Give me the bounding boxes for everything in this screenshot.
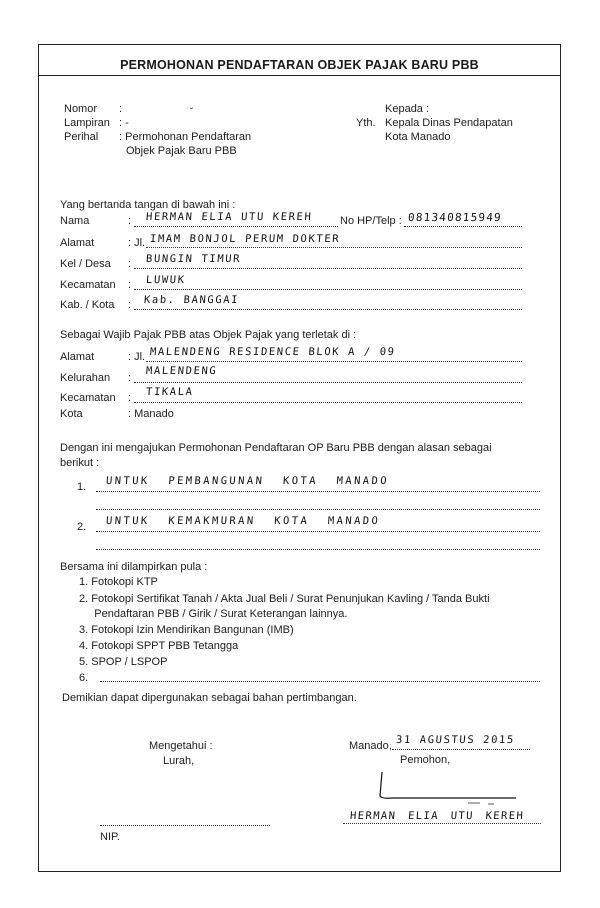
lampiran-value: : - (119, 117, 129, 129)
kab-colon: : (128, 299, 132, 311)
object-intro: Sebagai Wajib Pajak PBB atas Objek Pajak yang terletak di : (60, 329, 357, 341)
reason-2-dotted-line (96, 531, 540, 532)
alamat-label: Alamat (60, 237, 95, 249)
perihal-line1: : Permohonan Pendaftaran (119, 131, 252, 143)
attachment-item: 5. SPOP / LSPOP (79, 656, 168, 668)
reason-2-number: 2. (77, 521, 87, 533)
attachments-intro: Bersama ini dilampirkan pula : (60, 561, 208, 573)
hp-label: No HP/Telp : (340, 215, 402, 227)
lampiran-label: Lampiran (64, 117, 110, 129)
kec-label: Kecamatan (60, 279, 116, 291)
attachment-item: 1. Fotokopi KTP (79, 576, 158, 588)
hp-value: 081340815949 (407, 211, 503, 224)
reason-2-continuation-line (96, 549, 540, 550)
perihal-label: Perihal (64, 131, 99, 143)
kel-value: BUNGIN TIMUR (145, 253, 242, 265)
kel-dotted-line (134, 268, 522, 269)
kab-dotted-line (134, 309, 522, 310)
kec-value: LUWUK (145, 274, 187, 286)
object-kel-dotted-line (134, 382, 522, 383)
attachment-item: 2. Fotokopi Sertifikat Tanah / Akta Jual Beli / Surat Penunjukan Kavling / Tanda Bukti (79, 593, 490, 605)
attachment-item: 3. Fotokopi Izin Mendirikan Bangunan (IMB) (79, 624, 294, 636)
alamat-dotted-line (146, 247, 522, 248)
form-border (38, 44, 561, 872)
reason-1-number: 1. (77, 481, 87, 493)
object-alamat-dotted-line (146, 361, 522, 362)
object-kota-value: : Manado (128, 408, 174, 420)
object-alamat-value: MALENDENG RESIDENCE BLOK A / 09 (149, 346, 396, 358)
kec-colon: : (128, 279, 132, 291)
ink-mark: ˘ (190, 107, 194, 118)
kab-label: Kab. / Kota (60, 299, 115, 311)
object-kel-label: Kelurahan (60, 372, 111, 384)
kec-dotted-line (134, 289, 522, 290)
reasons-intro-line2: berikut : (60, 457, 100, 469)
form-title: PERMOHONAN PENDAFTARAN OBJEK PAJAK BARU PBB (120, 58, 479, 72)
lurah-signature-line (100, 825, 270, 826)
pemohon-label: Pemohon, (400, 754, 451, 766)
object-kel-colon: : (128, 372, 132, 384)
lurah-label: Lurah, (163, 755, 195, 767)
kepada-label: Kepada : (385, 103, 430, 115)
nomor-label: Nomor (64, 103, 98, 115)
yth-label: Yth. (356, 117, 376, 129)
reason-1-text: UNTUK PEMBANGUNAN KOTA MANADO (105, 475, 390, 487)
object-alamat-label: Alamat (60, 351, 95, 363)
title-underline (38, 75, 561, 76)
object-kec-dotted-line (134, 402, 522, 403)
applicant-signature (376, 768, 526, 808)
nip-label: NIP. (100, 831, 120, 843)
object-alamat-prefix: : Jl. (128, 351, 146, 363)
kel-colon: : (128, 258, 132, 270)
attachment-item: 4. Fotokopi SPPT PBB Tetangga (79, 640, 239, 652)
perihal-line2: Objek Pajak Baru PBB (126, 145, 237, 157)
nomor-colon: : (119, 103, 123, 115)
object-kec-colon: : (128, 392, 132, 404)
signer-name: HERMAN ELIA UTU KEREH (349, 810, 525, 822)
object-kec-value: TIKALA (145, 386, 194, 398)
place-label: Manado, (349, 740, 392, 752)
nama-dotted-line (134, 226, 338, 227)
nama-label: Nama (60, 215, 90, 227)
object-kota-label: Kota (60, 408, 83, 420)
hp-dotted-line (404, 226, 522, 227)
date-dotted-line (392, 749, 530, 750)
closing-statement: Demikian dapat dipergunakan sebagai bahan pertimbangan. (62, 692, 357, 704)
reason-2-text: UNTUK KEMAKMURAN KOTA MANADO (105, 515, 381, 527)
mengetahui-label: Mengetahui : (149, 740, 213, 752)
date-value: 31 AGUSTUS 2015 (395, 734, 516, 746)
attachment-item: 6. (79, 672, 89, 684)
reasons-intro-line1: Dengan ini mengajukan Permohonan Pendaftaran OP Baru PBB dengan alasan sebagai (60, 442, 492, 454)
attachment-6-dotted-line (100, 681, 540, 682)
recipient-line1: Kepala Dinas Pendapatan (385, 117, 513, 129)
object-kel-value: MALENDENG (145, 365, 218, 377)
reason-1-dotted-line (96, 491, 540, 492)
recipient-line2: Kota Manado (385, 131, 451, 143)
nama-value: HERMAN ELIA UTU KEREH (145, 211, 313, 223)
attachment-item: Pendaftaran PBB / Girik / Surat Keterangan lainnya. (79, 608, 348, 620)
applicant-intro: Yang bertanda tangan di bawah ini : (60, 199, 236, 211)
nama-colon: : (128, 215, 132, 227)
alamat-prefix: : Jl. (128, 237, 146, 249)
reason-1-continuation-line (96, 509, 540, 510)
kel-label: Kel / Desa (60, 258, 111, 270)
object-kec-label: Kecamatan (60, 392, 116, 404)
kab-value: Kab. BANGGAI (143, 294, 240, 306)
pemohon-signature-line (343, 823, 541, 824)
alamat-value: IMAM BONJOL PERUM DOKTER (149, 233, 341, 245)
